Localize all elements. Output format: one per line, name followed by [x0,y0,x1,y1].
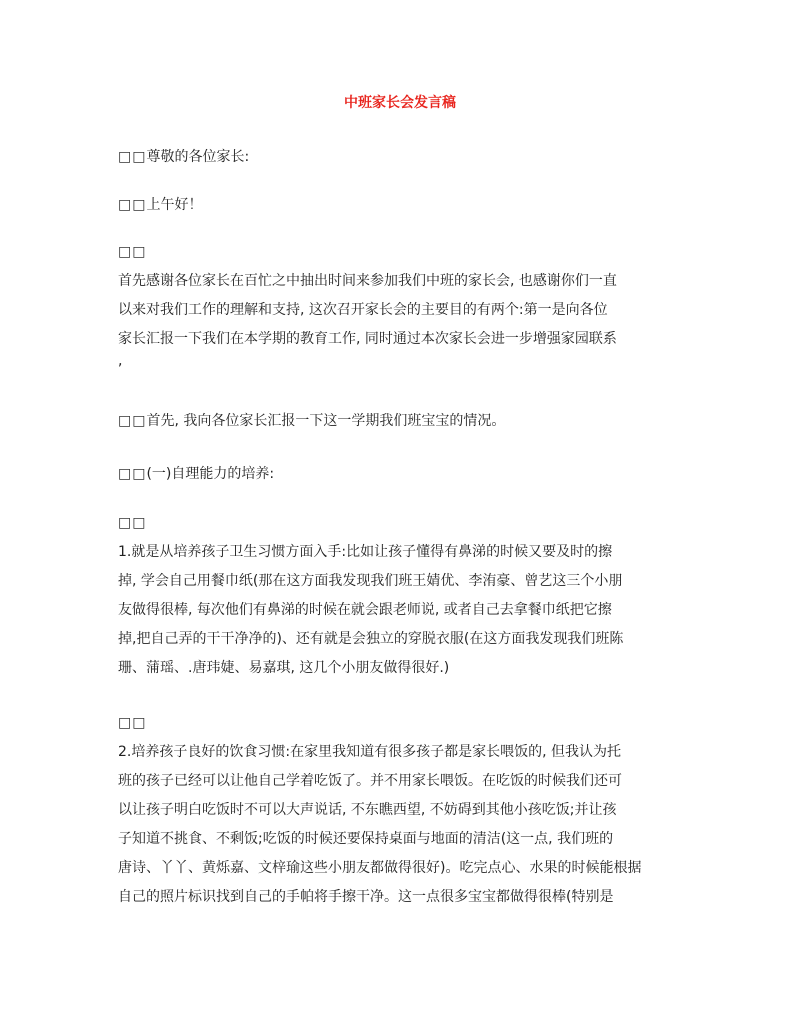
greeting-text: 尊敬的各位家长: [146,149,250,165]
item1-line: 掉, 学会自己用餐巾纸(那在这方面我发现我们班王婧优、李洧豪、曾艺这三个小朋 [118,573,623,589]
salutation-paragraph [118,191,684,220]
first-point-text: 首先, 我向各位家长汇报一下这一学期我们班宝宝的情况。 [146,413,506,429]
placeholder-glyph: □□ [118,244,147,260]
item1-line: 1.就是从培养孩子卫生习惯方面入手:比如让孩子懂得有鼻涕的时候又要及时的擦 [118,544,613,560]
section1-heading-paragraph [118,460,684,489]
placeholder-glyph: □□ [118,466,147,482]
item2-line: 班的孩子已经可以让他自己学着吃饭了。并不用家长喂饭。在吃饭的时候我们还可 [118,773,622,789]
item1-line: 掉,把自己弄的干干净净的)、还有就是会独立的穿脱衣服(在这方面我发现我们班陈 [118,631,624,647]
item2-line: 子知道不挑食、不剩饭;吃饭的时候还要保持桌面与地面的清洁(这一点, 我们班的 [118,831,614,847]
item1-line: 友做得很棒, 每次他们有鼻涕的时候在就会跟老师说, 或者自己去拿餐巾纸把它擦 [118,602,612,618]
item1-paragraph [118,509,684,683]
item2-line: 2.培养孩子良好的饮食习惯:在家里我知道有很多孩子都是家长喂饭的, 但我认为托 [118,744,621,760]
salutation-text: 上午好！ [146,197,203,213]
intro-line: 家长汇报一下我们在本学期的教育工作, 同时通过本次家长会进一步增强家园联系 [118,331,617,347]
item2-line: 以让孩子明白吃饭时不可以大声说话, 不东瞧西望, 不妨碍到其他小孩吃饭;并让孩 [118,802,617,818]
item2-line: 自己的照片标识找到自己的手帕将手擦干净。这一点很多宝宝都做得很棒(特别是 [118,889,614,905]
document-title: 中班家长会发言稿 [344,95,456,111]
first-point-paragraph [118,407,684,436]
greeting-paragraph [118,143,684,172]
item2-paragraph [118,709,684,912]
placeholder-glyph: □□ [118,515,147,531]
item1-line: 珊、蒲瑶、.唐玮婕、易嘉琪, 这几个小朋友做得很好.) [118,660,450,676]
item2-line: 唐诗、丫丫、黄烁嘉、文梓瑜这些小朋友都做得很好)。吃完点心、水果的时候能根据 [118,860,642,876]
placeholder-glyph: □□ [118,149,147,165]
intro-line: 以来对我们工作的理解和支持, 这次召开家长会的主要目的有两个:第一是向各位 [118,302,608,318]
intro-line: 首先感谢各位家长在百忙之中抽出时间来参加我们中班的家长会, 也感谢你们一直 [118,273,617,289]
placeholder-glyph: □□ [118,197,147,213]
intro-paragraph [118,238,684,374]
section1-heading: (一)自理能力的培养: [146,466,275,482]
intro-line: , [118,353,123,369]
placeholder-glyph: □□ [118,715,147,731]
placeholder-glyph: □□ [118,413,147,429]
